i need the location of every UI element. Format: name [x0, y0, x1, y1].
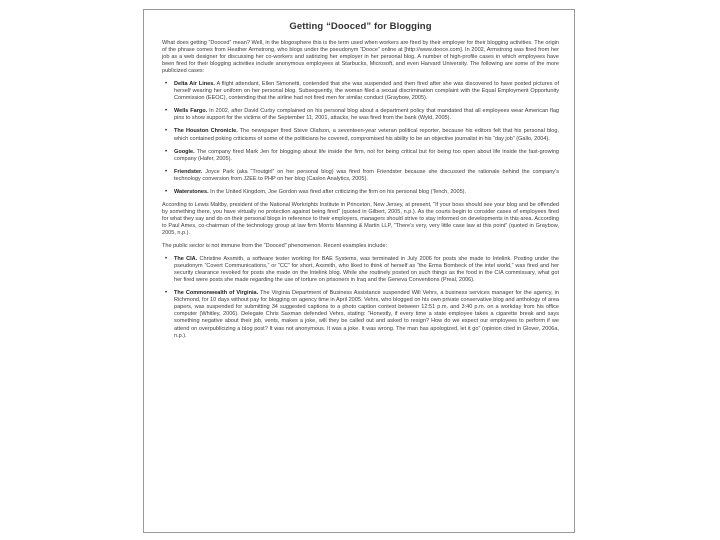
list-item	[162, 256, 559, 284]
list-item	[162, 128, 559, 142]
case-text: The newspaper fired Steve Olafson, a seventeen-year veteran political reporter, because his editors felt that his personal blog, which contained poking criticisms of some of the politicians he covered, compromised his ability to be an objective journalist in his “day job” (Gallo, 2004).	[174, 128, 559, 142]
page-title: Getting “Dooced” for Blogging	[289, 21, 432, 32]
public-sector-paragraph: The public sector is not immune from the “Dooced” phenomenon. Recent examples include:	[162, 243, 388, 250]
bullet-icon: •	[165, 81, 168, 88]
bullet-icon: •	[165, 168, 168, 175]
document-page	[143, 9, 575, 533]
case-heading: The Commonwealth of Virginia.	[174, 290, 259, 297]
case-heading: Google.	[174, 148, 195, 155]
case-text: In 2002, after David Curby complained on his personal blog about a department policy that mandated that all employees wear American flag pins to show support for the victims of the September 11, 2001, attacks, he was fired from the bank (Wyld, 2005).	[174, 108, 559, 122]
bullet-icon: •	[165, 128, 168, 135]
company-cases-list	[162, 81, 559, 196]
bullet-icon: •	[165, 290, 168, 297]
case-heading: The CIA.	[174, 256, 198, 263]
bullet-icon: •	[165, 148, 168, 155]
case-text: Joyce Park (aka “Troutgirl” on her personal blog) was fired from Friendster because she discussed the rationale behind the company’s technology conversion from J2EE to PHP on her blog (Caslon Analytics, 2005).	[174, 168, 559, 182]
page-content	[162, 21, 559, 346]
bullet-icon: •	[165, 108, 168, 115]
bullet-icon: •	[165, 188, 168, 195]
case-heading: The Houston Chronicle.	[174, 128, 238, 135]
maltby-paragraph: According to Lewis Maltby, president of the National Workrights Institute in Princeton, New Jersey, at present, “If your boss should see your blog and be offended by something there, you have virtually no protection against being fired” (quoted in Gilbert, 2005, n.p.). As the courts begin to consider cases of employees fired for what they say and do on their personal blogs in reference to their employers, managers should strive to stay informed on developments in this area. According to Paul Ames, co-chairman of the technology group at law firm Morris Manning & Martin LLP, “There’s very, very little case law at this point” (quoted in Graybow, 2005, n.p.).	[162, 201, 559, 236]
case-heading: Delta Air Lines.	[174, 81, 215, 88]
intro-paragraph: What does getting “Dooced” mean? Well, in the blogosphere this is the term used when workers are fired by their employer for their blogging activities. The origin of the phrase comes from Heather Armstrong, who blogs under the pseudonym “Dooce” online at [http://www.dooce.com]. In 2002, Armstrong was fired from her job as a web designer for discussing her co-workers and satirizing her employer in her personal blog. A number of high-profile cases in which employees have been fired for their blogging activities include anonymous employees at Starbucks, Microsoft, and even Harvard University. The following are some of the more publicized cases:	[162, 40, 559, 75]
list-item	[162, 290, 559, 339]
list-item	[162, 189, 559, 196]
case-heading: Waterstones.	[174, 188, 209, 195]
list-item	[162, 149, 559, 163]
case-heading: Friendster.	[174, 168, 203, 175]
public-cases-list	[162, 256, 559, 340]
case-text: A flight attendant, Ellen Simonetti, contended that she was suspended and then fired after she was discovered to have posted pictures of herself wearing her uniform on her personal blog. Subsequently, the woman filed a sexual discrimination complaint with the Equal Employment Opportunity Commission (EEOC), contending that the airline had not fired men for similar conduct (Graybow, 2005).	[174, 81, 559, 102]
bullet-icon: •	[165, 256, 168, 263]
case-heading: Wells Fargo.	[174, 108, 208, 115]
case-text: In the United Kingdom, Joe Gordon was fired after criticizing the firm on his personal blog (Tench, 2005).	[208, 188, 467, 195]
case-text: The company fired Mark Jen for blogging about life inside the firm, not for being critical but for being too open about life inside the fast-growing company (Hafer, 2005).	[174, 148, 559, 162]
case-text: Christine Axsmith, a software tester working for BAE Systems, was terminated in July 2006 for posts she made to Intelink. Posting under the pseudonym “Covert Communications,” or “CC” for short, Axsmith, who liked to think of herself as “the Erma Bombeck of the intel world,” was fired and her security clearance revoked for posts she made on the Intelink blog. While she routinely posted on such things as the food in the CIA commissary, what got her fired were posts she made regarding the use of torture on prisoners in Iraq and the Geneva Conventions (Preal, 2006).	[174, 256, 559, 284]
list-item	[162, 81, 559, 102]
list-item	[162, 108, 559, 122]
list-item	[162, 169, 559, 183]
case-text: The Virginia Department of Business Assistance suspended Will Vehrs, a business services manager for the agency, in Richmond, for 10 days without pay for blogging on agency time in April 2005. Vehrs, who blogged on his own private conservative blog and anthology of area papers, was suspended for submitting 34 suggested captions to a photo caption contest between 12:51 p.m. and 3:40 p.m. on a workday from his office computer (Whitley, 2006). Delegate Chris Saxman defended Vehrs, stating: “Honestly, if every time a state employee takes a cigarette break and says something negative about their job, vents, makes a joke, will they be called out and asked to resign? How do we expect our employees to perform if we attend on overpublicizing a blog post? It was not anonymous. It was a joke. It was wrong. The man has apologized, let it go” (opinion cited in Glover, 2006a, n.p.).	[174, 290, 559, 339]
